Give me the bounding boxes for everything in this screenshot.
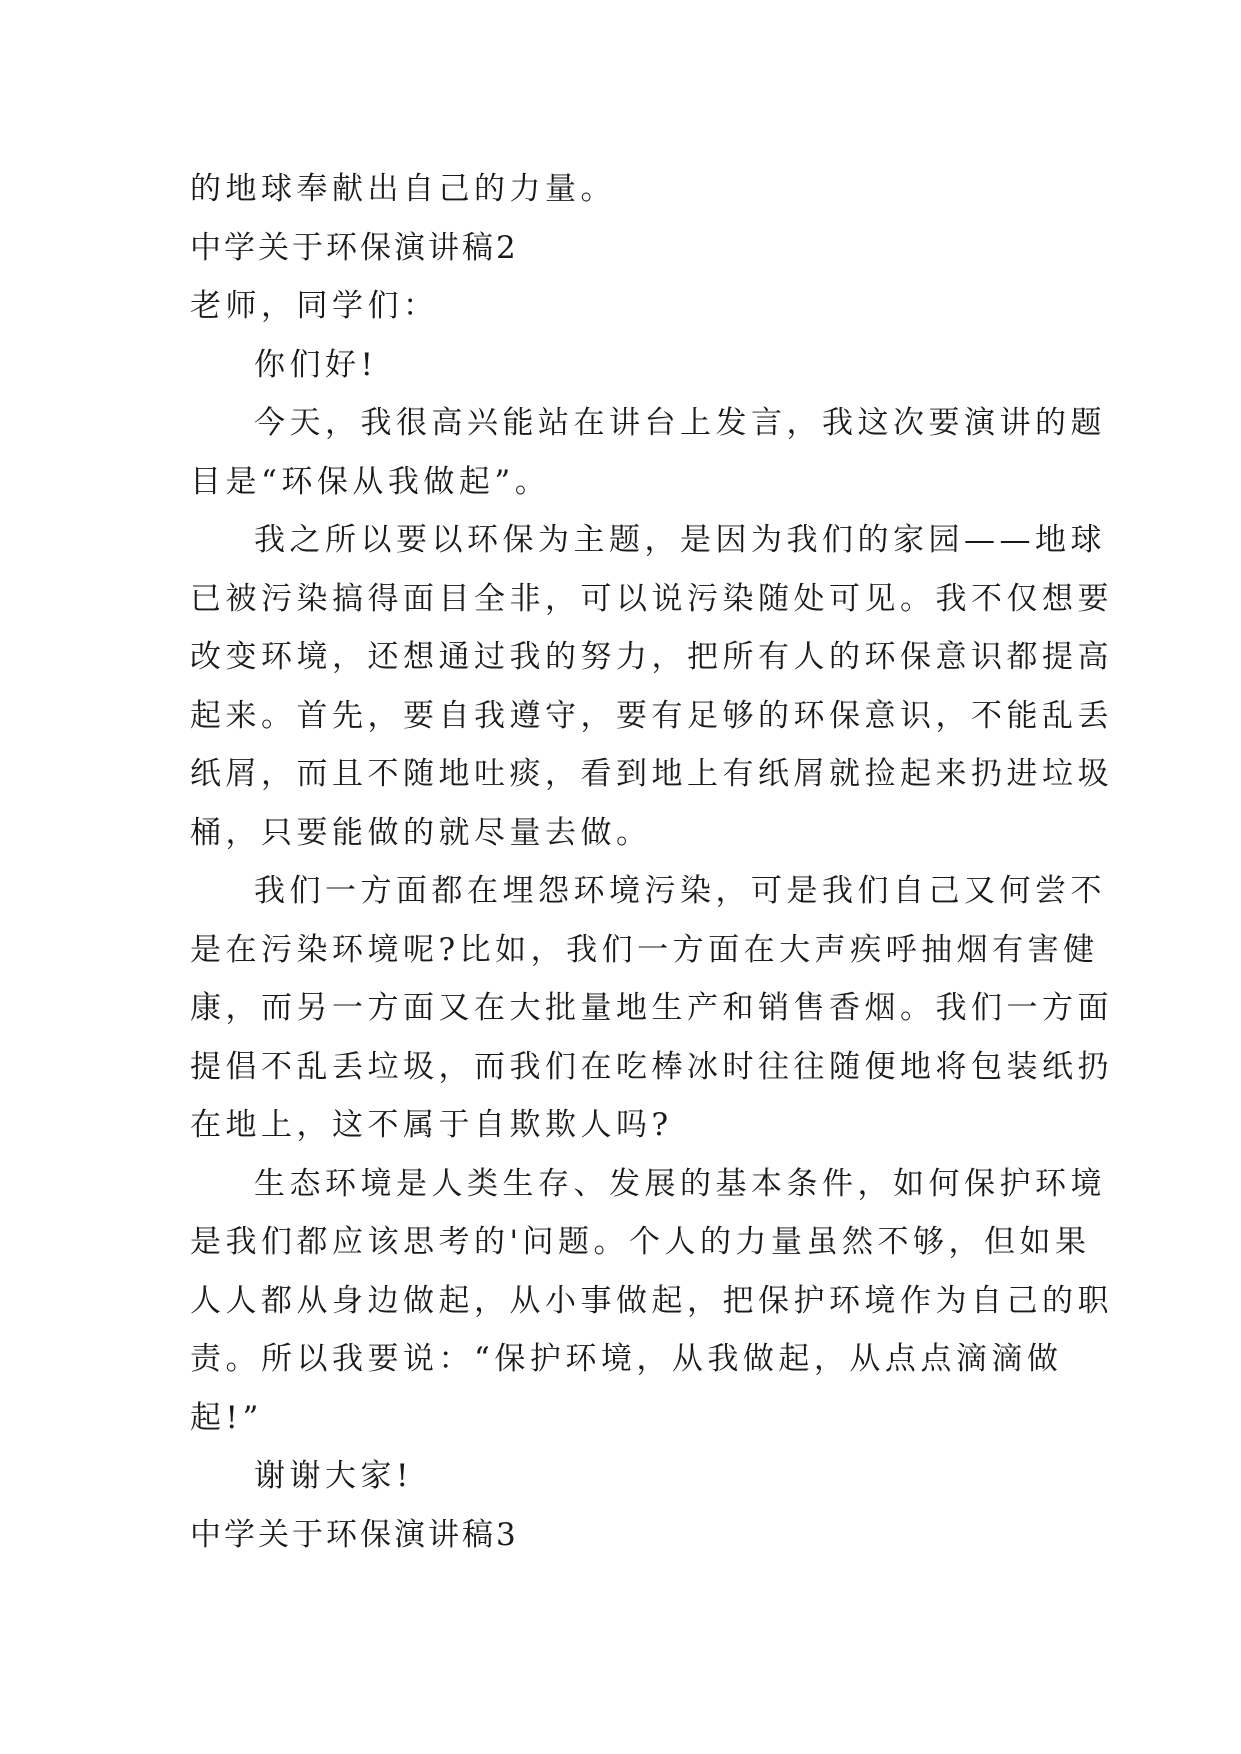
paragraph-line: 是在污染环境呢?比如，我们一方面在大声疾呼抽烟有害健 [190,931,1099,968]
paragraph-line: 起!” [190,1399,263,1436]
paragraph-line: 康，而另一方面又在大批量地生产和销售香烟。我们一方面 [190,990,1113,1026]
text-line: 的地球奉献出自己的力量。 [190,171,616,207]
paragraph-line: 改变环境，还想通过我的努力，把所有人的环保意识都提高 [190,639,1113,675]
paragraph-line: 提倡不乱丢垃圾，而我们在吃棒冰时往往随便地将包装纸扔 [190,1048,1113,1085]
section-heading: 中学关于环保演讲稿2 [190,229,519,266]
greeting: 你们好! [254,346,378,383]
paragraph-line: 人人都从身边做起，从小事做起，把保护环境作为自己的职 [190,1282,1113,1319]
paragraph-line: 起来。首先，要自我遵守，要有足够的环保意识，不能乱丢 [190,697,1113,734]
paragraph-line: 桶，只要能做的就尽量去做。 [190,814,652,851]
document-body [190,160,1113,1564]
paragraph-line: 今天，我很高兴能站在讲台上发言，我这次要演讲的题 [254,405,1106,441]
paragraph-line: 我之所以要以环保为主题，是因为我们的家园——地球 [254,522,1106,558]
paragraph-line: 生态环境是人类生存、发展的基本条件，如何保护环境 [254,1165,1106,1202]
paragraph-line: 目是“环保从我做起”。 [190,463,551,500]
salutation: 老师，同学们： [190,288,439,324]
paragraph-line: 是我们都应该思考的'问题。个人的力量虽然不够，但如果 [190,1224,1091,1260]
paragraph-line: 已被污染搞得面目全非，可以说污染随处可见。我不仅想要 [190,580,1113,617]
paragraph-line: 责。所以我要说：“保护环境，从我做起，从点点滴滴做 [190,1341,1063,1377]
paragraph-line: 在地上，这不属于自欺欺人吗? [190,1107,673,1143]
section-heading: 中学关于环保演讲稿3 [190,1516,519,1553]
paragraph-line: 纸屑，而且不随地吐痰，看到地上有纸屑就捡起来扔进垃圾 [190,756,1113,792]
paragraph-line: 我们一方面都在埋怨环境污染，可是我们自己又何尝不 [254,873,1106,909]
closing: 谢谢大家! [254,1458,413,1494]
